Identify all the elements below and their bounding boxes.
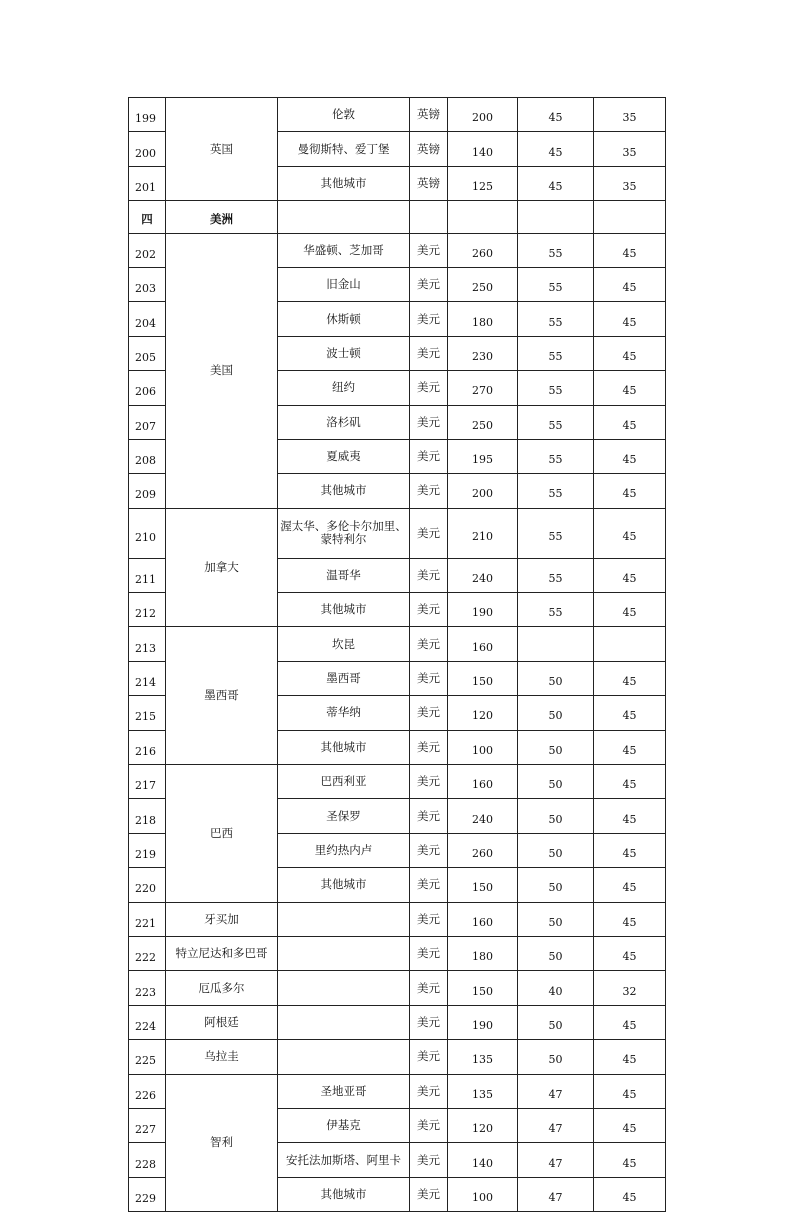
misc-fee: 45 — [594, 661, 666, 695]
row-number: 205 — [129, 336, 166, 370]
misc-fee: 45 — [594, 1040, 666, 1074]
accommodation-fee: 120 — [448, 1108, 518, 1142]
accommodation-fee: 180 — [448, 936, 518, 970]
meal-fee: 50 — [518, 936, 594, 970]
currency: 美元 — [410, 371, 448, 405]
expense-standard-table — [128, 97, 666, 1212]
city-name: 波士顿 — [278, 336, 410, 370]
misc-fee: 45 — [594, 302, 666, 336]
country-name: 墨西哥 — [166, 627, 278, 765]
misc-fee: 35 — [594, 98, 666, 132]
section-row — [129, 201, 666, 233]
meal-fee: 50 — [518, 902, 594, 936]
meal-fee: 40 — [518, 971, 594, 1005]
accommodation-fee: 190 — [448, 1005, 518, 1039]
table-row — [129, 1005, 666, 1039]
currency: 英镑 — [410, 98, 448, 132]
accommodation-fee: 270 — [448, 371, 518, 405]
table-row — [129, 508, 666, 558]
currency: 美元 — [410, 233, 448, 267]
currency: 美元 — [410, 833, 448, 867]
row-number: 226 — [129, 1074, 166, 1108]
meal-fee: 55 — [518, 558, 594, 592]
meal-fee: 47 — [518, 1074, 594, 1108]
accommodation-fee: 250 — [448, 267, 518, 301]
row-number: 211 — [129, 558, 166, 592]
city-name: 伊基克 — [278, 1108, 410, 1142]
accommodation-fee: 260 — [448, 833, 518, 867]
meal-fee: 55 — [518, 405, 594, 439]
accommodation-fee: 260 — [448, 233, 518, 267]
meal-fee: 45 — [518, 132, 594, 166]
currency: 美元 — [410, 1074, 448, 1108]
misc-fee: 45 — [594, 902, 666, 936]
country-name: 美国 — [166, 233, 278, 508]
country-name: 智利 — [166, 1074, 278, 1212]
accommodation-fee: 230 — [448, 336, 518, 370]
meal-fee: 47 — [518, 1108, 594, 1142]
city-name: 其他城市 — [278, 474, 410, 508]
row-number: 216 — [129, 730, 166, 764]
city-name — [278, 1005, 410, 1039]
meal-fee: 55 — [518, 336, 594, 370]
accommodation-fee: 120 — [448, 696, 518, 730]
currency: 美元 — [410, 696, 448, 730]
country-name: 巴西 — [166, 765, 278, 903]
accommodation-fee: 190 — [448, 593, 518, 627]
city-name: 圣保罗 — [278, 799, 410, 833]
accommodation-fee: 200 — [448, 98, 518, 132]
accommodation-fee: 150 — [448, 971, 518, 1005]
table-row — [129, 902, 666, 936]
accommodation-fee: 135 — [448, 1040, 518, 1074]
currency: 美元 — [410, 267, 448, 301]
row-number: 215 — [129, 696, 166, 730]
meal-fee: 55 — [518, 439, 594, 473]
section-name: 美洲 — [166, 201, 278, 233]
meal-fee: 45 — [518, 166, 594, 200]
row-number: 221 — [129, 902, 166, 936]
row-number: 208 — [129, 439, 166, 473]
accommodation-fee: 210 — [448, 508, 518, 558]
misc-fee: 45 — [594, 799, 666, 833]
country-name: 特立尼达和多巴哥 — [166, 936, 278, 970]
accommodation-fee: 180 — [448, 302, 518, 336]
misc-fee: 45 — [594, 336, 666, 370]
misc-fee: 45 — [594, 696, 666, 730]
misc-fee: 45 — [594, 868, 666, 902]
city-name: 蒂华纳 — [278, 696, 410, 730]
row-number: 207 — [129, 405, 166, 439]
city-name: 洛杉矶 — [278, 405, 410, 439]
row-number: 223 — [129, 971, 166, 1005]
city-name: 其他城市 — [278, 868, 410, 902]
accommodation-fee: 160 — [448, 627, 518, 661]
accommodation-fee: 140 — [448, 132, 518, 166]
currency: 美元 — [410, 1040, 448, 1074]
meal-fee: 50 — [518, 868, 594, 902]
city-name: 旧金山 — [278, 267, 410, 301]
row-number: 203 — [129, 267, 166, 301]
city-name: 其他城市 — [278, 166, 410, 200]
table-row — [129, 627, 666, 661]
country-name: 牙买加 — [166, 902, 278, 936]
currency: 美元 — [410, 936, 448, 970]
misc-fee: 45 — [594, 474, 666, 508]
meal-fee: 55 — [518, 508, 594, 558]
meal-fee: 47 — [518, 1143, 594, 1177]
row-number: 225 — [129, 1040, 166, 1074]
meal-fee: 55 — [518, 474, 594, 508]
row-number: 228 — [129, 1143, 166, 1177]
meal-fee: 55 — [518, 267, 594, 301]
currency: 英镑 — [410, 132, 448, 166]
city-name: 里约热内卢 — [278, 833, 410, 867]
misc-fee: 45 — [594, 267, 666, 301]
row-number: 199 — [129, 98, 166, 132]
misc-fee: 45 — [594, 936, 666, 970]
accommodation-fee: 195 — [448, 439, 518, 473]
accommodation-fee: 150 — [448, 661, 518, 695]
currency: 美元 — [410, 799, 448, 833]
currency: 美元 — [410, 439, 448, 473]
accommodation-fee: 150 — [448, 868, 518, 902]
country-name: 乌拉圭 — [166, 1040, 278, 1074]
currency: 美元 — [410, 1108, 448, 1142]
city-name: 曼彻斯特、爱丁堡 — [278, 132, 410, 166]
misc-fee: 45 — [594, 439, 666, 473]
table-row — [129, 98, 666, 132]
meal-fee: 50 — [518, 730, 594, 764]
misc-fee: 45 — [594, 593, 666, 627]
accommodation-fee: 200 — [448, 474, 518, 508]
city-name: 纽约 — [278, 371, 410, 405]
country-name: 阿根廷 — [166, 1005, 278, 1039]
misc-fee — [594, 627, 666, 661]
table-row — [129, 233, 666, 267]
meal-fee: 55 — [518, 371, 594, 405]
accommodation-fee: 125 — [448, 166, 518, 200]
city-name — [278, 902, 410, 936]
misc-fee: 45 — [594, 730, 666, 764]
misc-fee: 45 — [594, 833, 666, 867]
misc-fee: 45 — [594, 558, 666, 592]
currency: 美元 — [410, 302, 448, 336]
accommodation-fee: 160 — [448, 902, 518, 936]
meal-fee: 50 — [518, 833, 594, 867]
row-number: 202 — [129, 233, 166, 267]
row-number: 227 — [129, 1108, 166, 1142]
row-number: 204 — [129, 302, 166, 336]
row-number: 224 — [129, 1005, 166, 1039]
meal-fee: 55 — [518, 233, 594, 267]
misc-fee: 45 — [594, 1108, 666, 1142]
currency: 美元 — [410, 902, 448, 936]
accommodation-fee: 240 — [448, 799, 518, 833]
currency: 英镑 — [410, 166, 448, 200]
misc-fee: 45 — [594, 765, 666, 799]
meal-fee: 50 — [518, 765, 594, 799]
empty-cell — [448, 201, 518, 233]
misc-fee: 45 — [594, 371, 666, 405]
table-row — [129, 936, 666, 970]
currency: 美元 — [410, 868, 448, 902]
country-name: 厄瓜多尔 — [166, 971, 278, 1005]
misc-fee: 45 — [594, 233, 666, 267]
misc-fee: 45 — [594, 1177, 666, 1211]
city-name: 安托法加斯塔、阿里卡 — [278, 1143, 410, 1177]
city-name: 巴西利亚 — [278, 765, 410, 799]
accommodation-fee: 100 — [448, 730, 518, 764]
city-name: 圣地亚哥 — [278, 1074, 410, 1108]
accommodation-fee: 250 — [448, 405, 518, 439]
row-number: 229 — [129, 1177, 166, 1211]
currency: 美元 — [410, 661, 448, 695]
city-name: 夏威夷 — [278, 439, 410, 473]
city-name: 其他城市 — [278, 730, 410, 764]
misc-fee: 35 — [594, 166, 666, 200]
currency: 美元 — [410, 593, 448, 627]
meal-fee: 47 — [518, 1177, 594, 1211]
accommodation-fee: 240 — [448, 558, 518, 592]
misc-fee: 45 — [594, 405, 666, 439]
city-name: 伦敦 — [278, 98, 410, 132]
meal-fee — [518, 627, 594, 661]
misc-fee: 35 — [594, 132, 666, 166]
misc-fee: 45 — [594, 508, 666, 558]
misc-fee: 45 — [594, 1005, 666, 1039]
accommodation-fee: 135 — [448, 1074, 518, 1108]
country-name: 英国 — [166, 98, 278, 201]
city-name — [278, 971, 410, 1005]
meal-fee: 45 — [518, 98, 594, 132]
row-number: 219 — [129, 833, 166, 867]
row-number: 218 — [129, 799, 166, 833]
row-number: 212 — [129, 593, 166, 627]
row-number: 201 — [129, 166, 166, 200]
row-number: 222 — [129, 936, 166, 970]
currency: 美元 — [410, 1005, 448, 1039]
currency: 美元 — [410, 1143, 448, 1177]
currency: 美元 — [410, 508, 448, 558]
city-name — [278, 936, 410, 970]
country-name: 加拿大 — [166, 508, 278, 627]
city-name: 渥太华、多伦卡尔加里、蒙特利尔 — [278, 508, 410, 558]
row-number: 220 — [129, 868, 166, 902]
row-number: 206 — [129, 371, 166, 405]
table-row — [129, 1040, 666, 1074]
empty-cell — [594, 201, 666, 233]
currency: 美元 — [410, 474, 448, 508]
row-number: 200 — [129, 132, 166, 166]
city-name: 其他城市 — [278, 1177, 410, 1211]
row-number: 217 — [129, 765, 166, 799]
accommodation-fee: 100 — [448, 1177, 518, 1211]
accommodation-fee: 160 — [448, 765, 518, 799]
city-name: 华盛顿、芝加哥 — [278, 233, 410, 267]
city-name: 其他城市 — [278, 593, 410, 627]
currency: 美元 — [410, 765, 448, 799]
meal-fee: 55 — [518, 593, 594, 627]
currency: 美元 — [410, 558, 448, 592]
empty-cell — [410, 201, 448, 233]
meal-fee: 50 — [518, 661, 594, 695]
currency: 美元 — [410, 971, 448, 1005]
currency: 美元 — [410, 730, 448, 764]
empty-cell — [518, 201, 594, 233]
table-row — [129, 765, 666, 799]
accommodation-fee: 140 — [448, 1143, 518, 1177]
row-number: 210 — [129, 508, 166, 558]
row-number: 209 — [129, 474, 166, 508]
misc-fee: 45 — [594, 1143, 666, 1177]
city-name: 墨西哥 — [278, 661, 410, 695]
meal-fee: 50 — [518, 696, 594, 730]
meal-fee: 50 — [518, 1005, 594, 1039]
currency: 美元 — [410, 336, 448, 370]
table-row — [129, 1074, 666, 1108]
section-number: 四 — [129, 201, 166, 233]
empty-cell — [278, 201, 410, 233]
meal-fee: 55 — [518, 302, 594, 336]
meal-fee: 50 — [518, 1040, 594, 1074]
city-name — [278, 1040, 410, 1074]
row-number: 213 — [129, 627, 166, 661]
city-name: 坎昆 — [278, 627, 410, 661]
city-name: 温哥华 — [278, 558, 410, 592]
misc-fee: 32 — [594, 971, 666, 1005]
currency: 美元 — [410, 1177, 448, 1211]
table-row — [129, 971, 666, 1005]
city-name: 休斯顿 — [278, 302, 410, 336]
currency: 美元 — [410, 627, 448, 661]
row-number: 214 — [129, 661, 166, 695]
misc-fee: 45 — [594, 1074, 666, 1108]
currency: 美元 — [410, 405, 448, 439]
meal-fee: 50 — [518, 799, 594, 833]
